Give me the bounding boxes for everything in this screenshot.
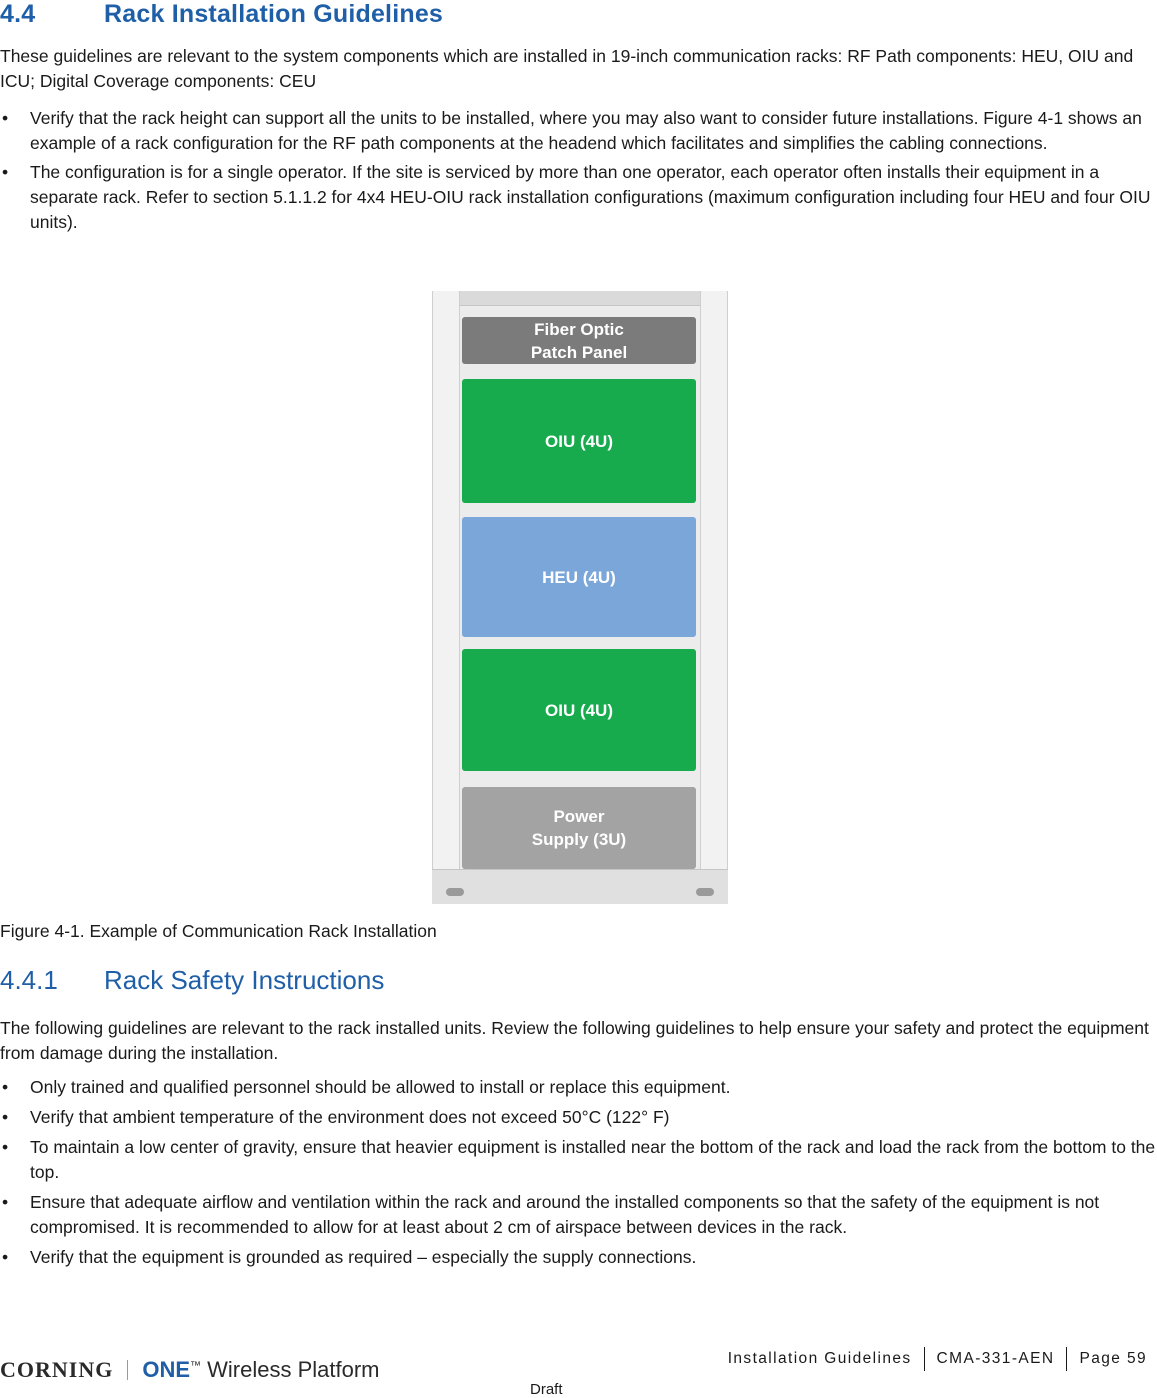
list-item: • Ensure that adequate airflow and ventilation within the rack and around the installed components so that the safety of the equipment is not compromised. It is recommended to allow for at least about 2 cm of airspace between devices in the rack.	[2, 1192, 1100, 1237]
rack-unit-heu: HEU (4U)	[462, 517, 696, 637]
section-heading	[0, 0, 443, 29]
section-title: Rack Installation Guidelines	[104, 0, 444, 28]
rack-rail-right	[700, 291, 728, 904]
rack-unit-patch-panel: Fiber Optic Patch Panel	[462, 317, 696, 364]
trademark-mark: ™	[190, 1360, 202, 1372]
subsection-title: Rack Safety Instructions	[104, 965, 385, 995]
section-number: 4.4	[0, 0, 36, 28]
footer-doc-info	[716, 1347, 1147, 1371]
list-item: • The configuration is for a single operator. If the site is serviced by more than one operator, each operator often installs their equipment in a separate rack. Refer to section 5.1.1.2 for 4x4 HEU-OIU rack installation configurations (maximum configuration including four HEU and four OIU units).	[2, 162, 1151, 232]
rack-rail-left	[432, 291, 460, 904]
bullet-list-top	[0, 106, 1157, 235]
rack-top-bar	[432, 291, 728, 306]
subsection-number: 4.4.1	[0, 965, 58, 995]
rack-foot-right	[696, 888, 714, 896]
rack-unit-oiu-bottom: OIU (4U)	[462, 649, 696, 771]
product-one: ONE	[142, 1357, 191, 1382]
intro-paragraph: These guidelines are relevant to the system components which are installed in 19-inch communication racks: RF Path components: HEU, OIU and ICU; Digital Coverage components: CEU	[0, 46, 1134, 91]
rack-foot-left	[446, 888, 464, 896]
footer-page-number: Page 59	[1066, 1347, 1147, 1371]
subsection-heading	[0, 965, 384, 996]
product-name-rest: Wireless Platform	[201, 1357, 380, 1382]
rack-unit-oiu-top: OIU (4U)	[462, 379, 696, 503]
footer-doc-id: CMA-331-AEN	[924, 1347, 1067, 1371]
figure-caption: Figure 4-1. Example of Communication Rack Installation	[0, 921, 437, 941]
footer-logo	[0, 1357, 380, 1383]
bullet-marker: •	[2, 1107, 9, 1127]
list-item: • To maintain a low center of gravity, ensure that heavier equipment is installed near the bottom of the rack and load the rack from the bottom to the top.	[2, 1137, 1156, 1182]
list-item: • Verify that the equipment is grounded as required – especially the supply connections.	[0, 1245, 1157, 1270]
logo-divider	[127, 1360, 128, 1380]
safety-intro-paragraph: The following guidelines are relevant to the rack installed units. Review the following guidelines to help ensure your safety and protect the equipment from damage during the installation.	[0, 1018, 1149, 1063]
list-item: • Verify that ambient temperature of the environment does not exceed 50°C (122° F)	[0, 1105, 1157, 1130]
rack-unit-power-supply: Power Supply (3U)	[462, 787, 696, 869]
bullet-list-safety	[0, 1075, 1157, 1270]
bullet-marker: •	[2, 1192, 9, 1212]
draft-label: Draft	[530, 1381, 563, 1398]
list-item: • Verify that the rack height can support all the units to be installed, where you may also want to consider future installations. Figure 4-1 shows an example of a rack configuration for the RF path components at the headend which facilitates and simplifies the cabling connections.	[2, 108, 1142, 153]
bullet-marker: •	[2, 1137, 9, 1157]
bullet-marker: •	[2, 1247, 9, 1267]
brand-name: CORNING	[0, 1357, 114, 1382]
bullet-marker: •	[2, 1077, 9, 1097]
bullet-marker: •	[2, 108, 9, 128]
rack-figure	[432, 291, 728, 904]
footer-doc-title: Installation Guidelines	[727, 1350, 912, 1367]
bullet-marker: •	[2, 162, 9, 182]
list-item: • Only trained and qualified personnel should be allowed to install or replace this equipment.	[0, 1075, 1157, 1100]
rack-base	[432, 869, 728, 904]
